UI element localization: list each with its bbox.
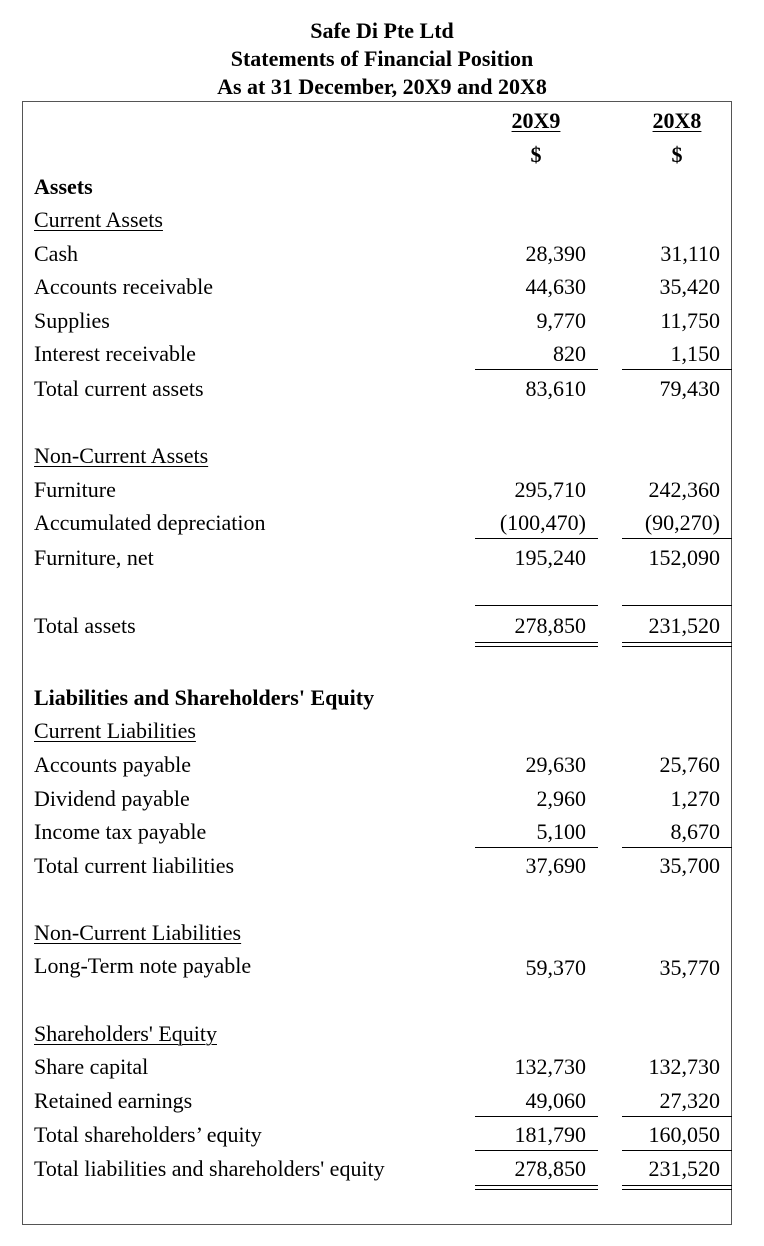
row-label: Long-Term note payable (34, 953, 252, 978)
value-20x9: 820 (553, 341, 586, 366)
value-20x8: 35,700 (659, 853, 720, 878)
double-rule (622, 1189, 732, 1190)
row-label: Share capital (34, 1054, 149, 1079)
row-label: Interest receivable (34, 341, 196, 366)
row-label: Total assets (34, 613, 136, 638)
double-rule (475, 646, 598, 647)
value-20x9: 29,630 (525, 752, 586, 777)
value-20x9: 181,790 (514, 1122, 586, 1147)
double-rule (622, 646, 732, 647)
value-20x9: 83,610 (525, 376, 586, 401)
value-20x9: 295,710 (514, 477, 586, 502)
column-header-20x9: 20X9 (511, 108, 561, 133)
row-label: Cash (34, 241, 78, 266)
subtotal-rule (475, 538, 598, 539)
total-rule (622, 605, 732, 606)
value-20x8: 25,760 (659, 752, 720, 777)
company-name: Safe Di Pte Ltd (310, 18, 454, 43)
subtotal-rule (622, 1150, 732, 1151)
row-label: Furniture, net (34, 545, 154, 570)
row-label: Accounts receivable (34, 274, 213, 299)
statement-date: As at 31 December, 20X9 and 20X8 (217, 74, 547, 99)
value-20x9: 278,850 (514, 1156, 586, 1181)
value-20x8: 132,730 (648, 1054, 720, 1079)
row-label: Total current assets (34, 376, 204, 401)
subtotal-rule (475, 1150, 598, 1151)
assets-heading: Assets (34, 174, 93, 199)
value-20x8: 35,420 (659, 274, 720, 299)
row-label: Income tax payable (34, 819, 207, 844)
column-header-20x8: 20X8 (652, 108, 702, 133)
row-label: Accumulated depreciation (34, 510, 266, 535)
double-rule (622, 642, 732, 643)
value-20x9: 132,730 (514, 1054, 586, 1079)
subtotal-rule (622, 1116, 732, 1117)
value-20x8: 160,050 (648, 1122, 720, 1147)
value-20x9: 37,690 (525, 853, 586, 878)
value-20x9: 195,240 (514, 545, 586, 570)
value-20x8: 1,150 (670, 341, 720, 366)
row-label: Total current liabilities (34, 853, 235, 878)
value-20x8: 231,520 (648, 613, 720, 638)
row-label: Total liabilities and shareholders' equity (34, 1156, 385, 1181)
value-20x8: 11,750 (660, 308, 720, 333)
double-rule (475, 1189, 598, 1190)
subtotal-rule (475, 369, 598, 370)
value-20x8: 35,770 (659, 955, 720, 980)
row-label: Retained earnings (34, 1088, 193, 1113)
subtotal-rule (622, 538, 732, 539)
double-rule (475, 1185, 598, 1186)
value-20x8: 8,670 (670, 819, 720, 844)
value-20x9: (100,470) (499, 510, 586, 535)
value-20x9: 5,100 (536, 819, 586, 844)
subtotal-rule (622, 369, 732, 370)
value-20x9: 59,370 (525, 955, 586, 980)
value-20x8: 242,360 (648, 477, 720, 502)
value-20x8: 231,520 (648, 1156, 720, 1181)
liabilities-heading: Liabilities and Shareholders' Equity (34, 685, 375, 710)
value-20x9: 2,960 (536, 786, 586, 811)
total-rule (475, 605, 598, 606)
subtotal-rule (475, 847, 598, 848)
value-20x9: 44,630 (525, 274, 586, 299)
row-label: Supplies (34, 308, 110, 333)
subtotal-rule (475, 1116, 598, 1117)
value-20x9: 28,390 (525, 241, 586, 266)
currency-20x9: $ (530, 142, 542, 167)
noncurrent-assets-heading: Non-Current Assets (34, 443, 209, 468)
value-20x8: (90,270) (644, 510, 720, 535)
double-rule (475, 642, 598, 643)
value-20x9: 278,850 (514, 613, 586, 638)
equity-heading: Shareholders' Equity (34, 1021, 217, 1046)
double-rule (622, 1185, 732, 1186)
row-label: Accounts payable (34, 752, 191, 777)
current-liabilities-heading: Current Liabilities (34, 718, 196, 743)
row-label: Total shareholders’ equity (34, 1122, 262, 1147)
value-20x9: 49,060 (525, 1088, 586, 1113)
value-20x9: 9,770 (536, 308, 586, 333)
currency-20x8: $ (671, 142, 683, 167)
statement-title: Statements of Financial Position (230, 46, 534, 71)
value-20x8: 31,110 (660, 241, 720, 266)
row-label: Dividend payable (34, 786, 190, 811)
value-20x8: 27,320 (659, 1088, 720, 1113)
current-assets-heading: Current Assets (34, 207, 163, 232)
subtotal-rule (622, 847, 732, 848)
value-20x8: 1,270 (670, 786, 720, 811)
value-20x8: 79,430 (659, 376, 720, 401)
noncurrent-liabilities-heading: Non-Current Liabilities (34, 920, 242, 945)
row-label: Furniture (34, 477, 116, 502)
value-20x8: 152,090 (648, 545, 720, 570)
